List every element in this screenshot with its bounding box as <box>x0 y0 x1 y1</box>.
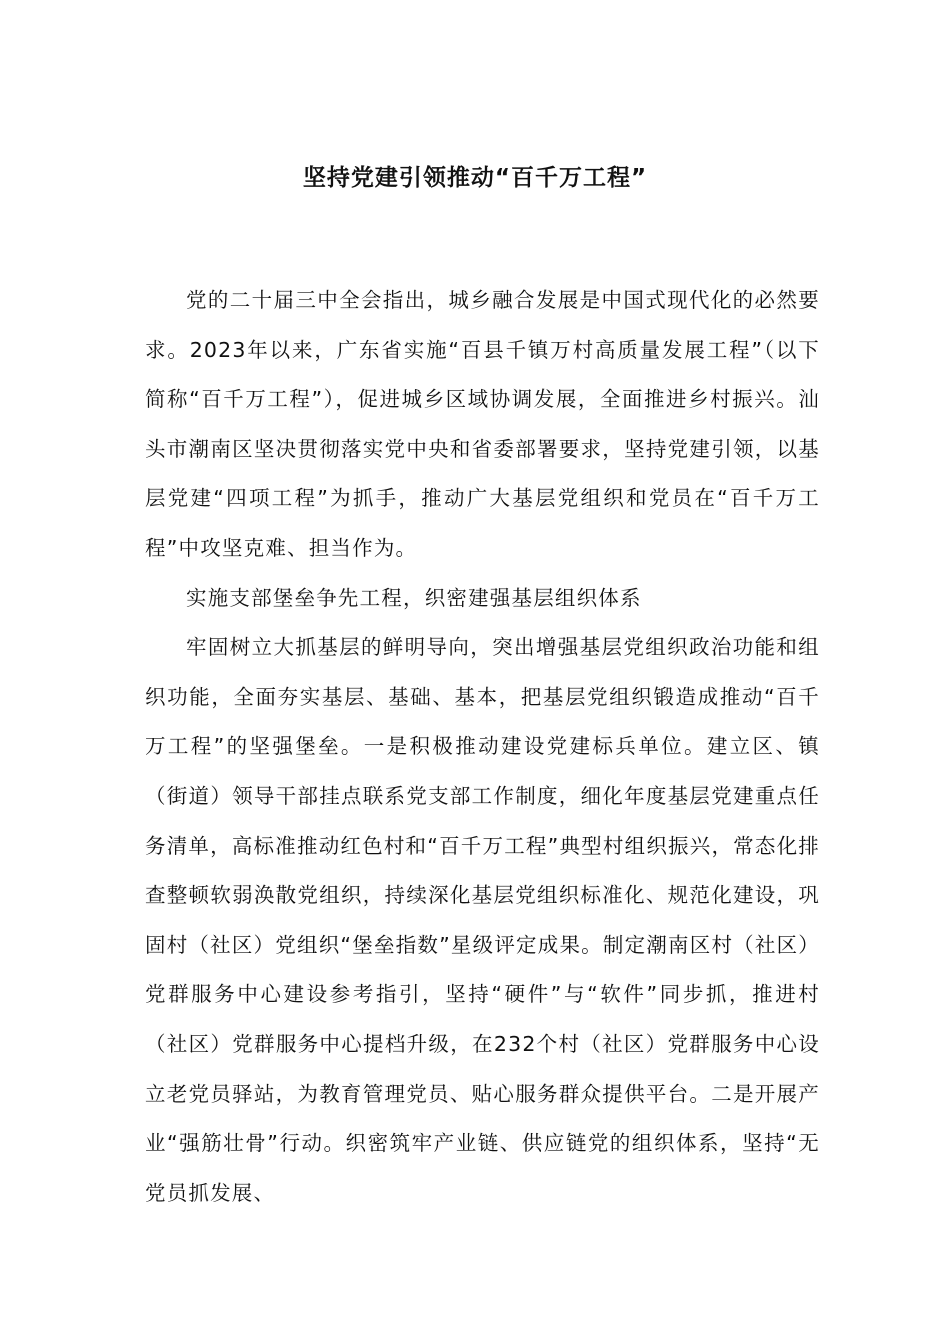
paragraph-intro: 党的二十届三中全会指出，城乡融合发展是中国式现代化的必然要求。2023年以来，广东省实施“百县千镇万村高质量发展工程”（以下简称“百千万工程”），促进城乡区域协调发展，全面推进乡村振兴。汕头市潮南区坚决贯彻落实党中央和省委部署要求，坚持党建引领，以基层党建“四项工程”为抓手，推动广大基层党组织和党员在“百千万工程”中攻坚克难、担当作为。 <box>145 288 820 560</box>
document-body <box>145 276 820 1218</box>
document-title: 坚持党建引领推动“百千万工程” <box>302 165 648 191</box>
paragraph-section-1: 牢固树立大抓基层的鲜明导向，突出增强基层党组织政治功能和组织功能，全面夯实基层、基础、基本，把基层党组织锻造成推动“百千万工程”的坚强堡垒。一是积极推动建设党建标兵单位。建立区、镇（街道）领导干部挂点联系党支部工作制度，细化年度基层党建重点任务清单，高标准推动红色村和“百千万工程”典型村组织振兴，常态化排查整顿软弱涣散党组织，持续深化基层党组织标准化、规范化建设，巩固村（社区）党组织“堡垒指数”星级评定成果。制定潮南区村（社区）党群服务中心建设参考指引，坚持“硬件”与“软件”同步抓，推进村（社区）党群服务中心提档升级，在232个村（社区）党群服务中心设立老党员驿站，为教育管理党员、贴心服务群众提供平台。二是开展产业“强筋壮骨”行动。织密筑牢产业链、供应链党的组织体系，坚持“无党员抓发展、 <box>145 635 820 1205</box>
section-heading: 实施支部堡垒争先工程，织密建强基层组织体系 <box>186 585 642 610</box>
